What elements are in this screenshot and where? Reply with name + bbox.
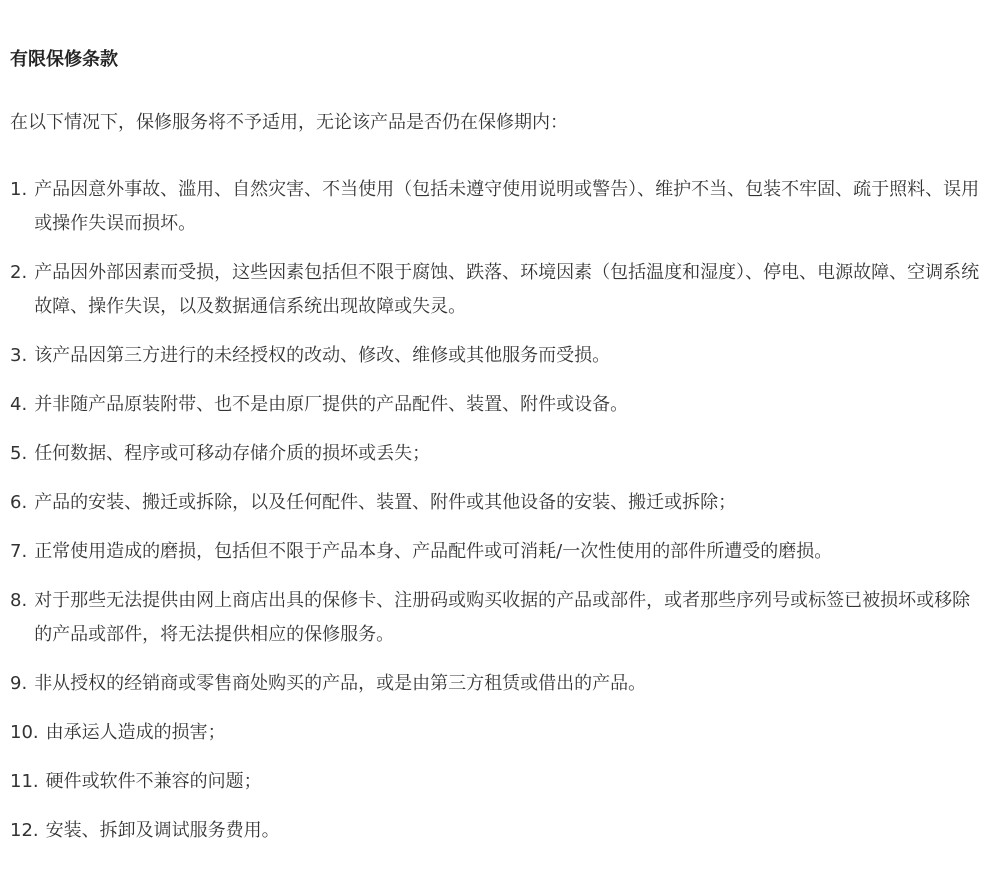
item-text: 并非随产品原装附带、也不是由原厂提供的产品配件、装置、附件或设备。 — [34, 394, 629, 415]
item-number: 10. — [10, 722, 39, 743]
item-number: 12. — [10, 820, 39, 841]
list-item — [10, 765, 985, 799]
list-item — [10, 388, 985, 422]
item-number: 6. — [10, 492, 28, 513]
item-text: 任何数据、程序或可移动存储介质的损坏或丢失； — [34, 443, 431, 464]
list-item — [10, 486, 985, 520]
list-item — [10, 173, 985, 241]
item-number: 3. — [10, 345, 28, 366]
list-item — [10, 584, 985, 652]
item-text: 对于那些无法提供由网上商店出具的保修卡、注册码或购买收据的产品或部件，或者那些序列号或标签已被损坏或移除的产品或部件，将无法提供相应的保修服务。 — [34, 590, 971, 645]
list-item — [10, 339, 985, 373]
exclusion-list — [10, 173, 985, 863]
intro-paragraph: 在以下情况下，保修服务将不予适用，无论该产品是否仍在保修期内： — [10, 112, 568, 133]
list-item — [10, 256, 985, 324]
item-text: 产品的安装、搬迁或拆除，以及任何配件、装置、附件或其他设备的安装、搬迁或拆除； — [34, 492, 737, 513]
list-item — [10, 716, 985, 750]
item-number: 7. — [10, 541, 28, 562]
list-item — [10, 535, 985, 569]
item-number: 8. — [10, 590, 28, 611]
item-number: 1. — [10, 179, 28, 200]
item-number: 4. — [10, 394, 28, 415]
list-item — [10, 814, 985, 848]
item-text: 正常使用造成的磨损，包括但不限于产品本身、产品配件或可消耗/一次性使用的部件所遭受的磨损。 — [34, 541, 833, 562]
item-number: 5. — [10, 443, 28, 464]
page-title: 有限保修条款 — [10, 49, 118, 70]
item-number: 11. — [10, 771, 39, 792]
item-text: 该产品因第三方进行的未经授权的改动、修改、维修或其他服务而受损。 — [34, 345, 611, 366]
item-text: 非从授权的经销商或零售商处购买的产品，或是由第三方租赁或借出的产品。 — [34, 673, 647, 694]
item-text: 硬件或软件不兼容的问题； — [45, 771, 262, 792]
item-text: 安装、拆卸及调试服务费用。 — [45, 820, 280, 841]
item-number: 9. — [10, 673, 28, 694]
item-text: 产品因意外事故、滥用、自然灾害、不当使用（包括未遵守使用说明或警告）、维护不当、包装不牢固、疏于照料、误用或操作失误而损坏。 — [34, 179, 980, 234]
list-item — [10, 667, 985, 701]
item-number: 2. — [10, 262, 28, 283]
list-item — [10, 437, 985, 471]
item-text: 由承运人造成的损害； — [45, 722, 226, 743]
item-text: 产品因外部因素而受损，这些因素包括但不限于腐蚀、跌落、环境因素（包括温度和湿度）、停电、电源故障、空调系统故障、操作失误，以及数据通信系统出现故障或失灵。 — [34, 262, 980, 317]
